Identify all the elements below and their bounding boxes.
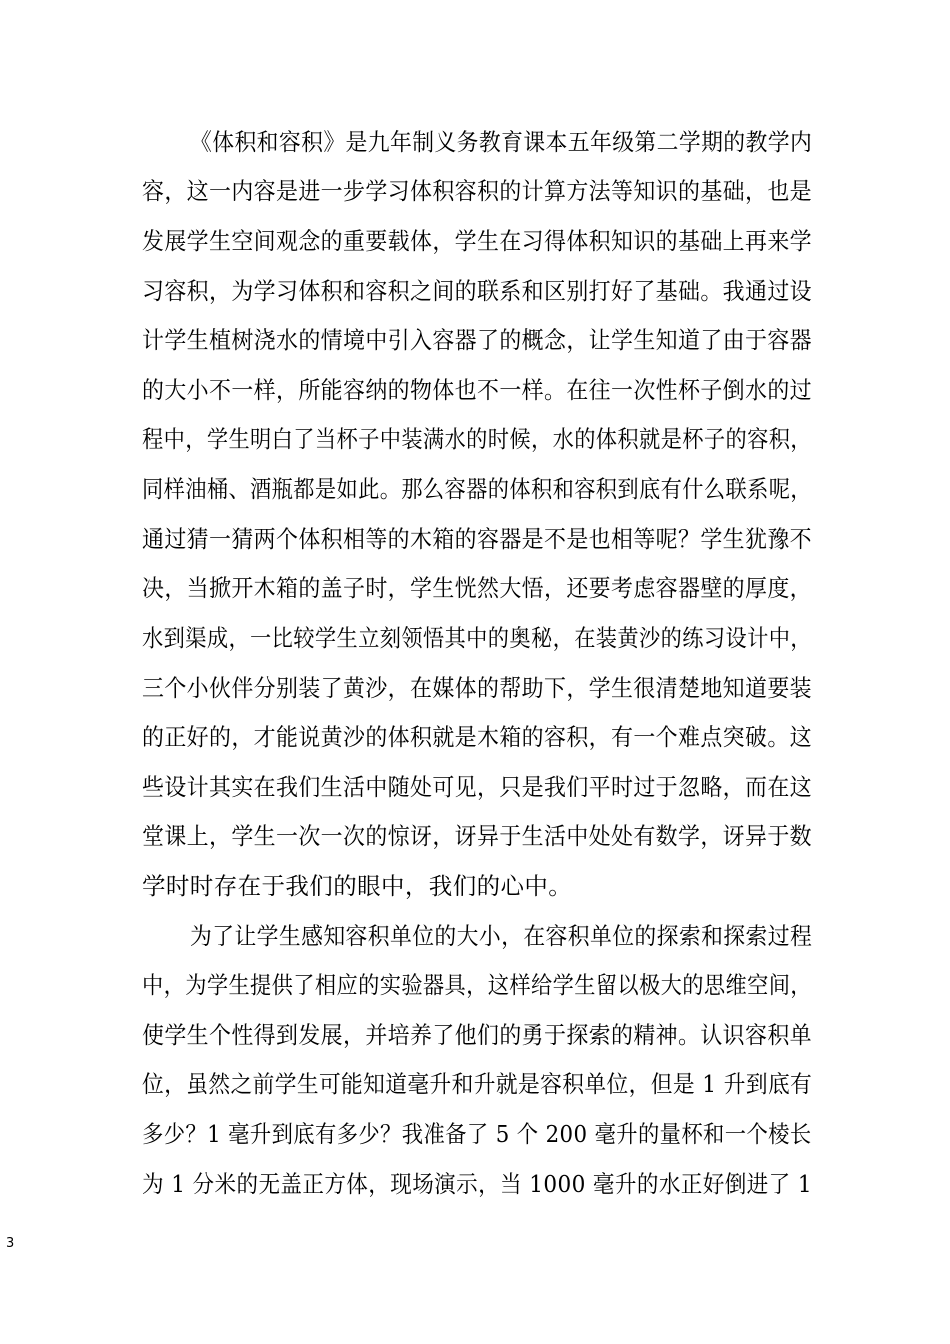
text-line: 程中，学生明白了当杯子中装满水的时候，水的体积就是杯子的容积， [142,425,812,453]
text-line: 《体积和容积》是九年制义务教育课本五年级第二学期的教学内 [190,128,813,156]
text-line: 使学生个性得到发展，并培养了他们的勇于探索的精神。认识容积单 [142,1021,812,1049]
text-line: 的大小不一样，所能容纳的物体也不一样。在往一次性杯子倒水的过 [142,376,812,404]
text-line: 水到渠成，一比较学生立刻领悟其中的奥秘，在装黄沙的练习设计中， [142,624,812,652]
text-line: 堂课上，学生一次一次的惊讶，讶异于生活中处处有数学，讶异于数 [142,822,812,850]
text-line: 为了让学生感知容积单位的大小，在容积单位的探索和探索过程 [190,922,813,950]
text-line: 为 1 分米的无盖正方体，现场演示，当 1000 毫升的水正好倒进了 1 [142,1170,812,1198]
text-line: 容，这一内容是进一步学习体积容积的计算方法等知识的基础，也是 [142,177,812,205]
text-line: 同样油桶、酒瓶都是如此。那么容器的体积和容积到底有什么联系呢， [142,475,812,503]
page-number: 3 [6,1236,15,1251]
text-line: 学时时存在于我们的眼中，我们的心中。 [142,872,573,900]
text-line: 通过猜一猜两个体积相等的木箱的容器是不是也相等呢？学生犹豫不 [142,525,812,553]
text-line: 的正好的，才能说黄沙的体积就是木箱的容积，有一个难点突破。这 [142,723,812,751]
text-line: 中，为学生提供了相应的实验器具，这样给学生留以极大的思维空间， [142,971,812,999]
text-line: 习容积，为学习体积和容积之间的联系和区别打好了基础。我通过设 [142,277,812,305]
text-line: 发展学生空间观念的重要载体，学生在习得体积知识的基础上再来学 [142,227,812,255]
text-line: 计学生植树浇水的情境中引入容器了的概念，让学生知道了由于容器 [142,326,812,354]
text-line: 决，当掀开木箱的盖子时，学生恍然大悟，还要考虑容器壁的厚度， [142,574,812,602]
text-line: 多少？1 毫升到底有多少？我准备了 5 个 200 毫升的量杯和一个棱长 [142,1120,812,1148]
text-line: 三个小伙伴分别装了黄沙，在媒体的帮助下，学生很清楚地知道要装 [142,674,812,702]
text-line: 位，虽然之前学生可能知道毫升和升就是容积单位，但是 1 升到底有 [142,1070,813,1098]
text-line: 些设计其实在我们生活中随处可见，只是我们平时过于忽略，而在这 [142,773,812,801]
